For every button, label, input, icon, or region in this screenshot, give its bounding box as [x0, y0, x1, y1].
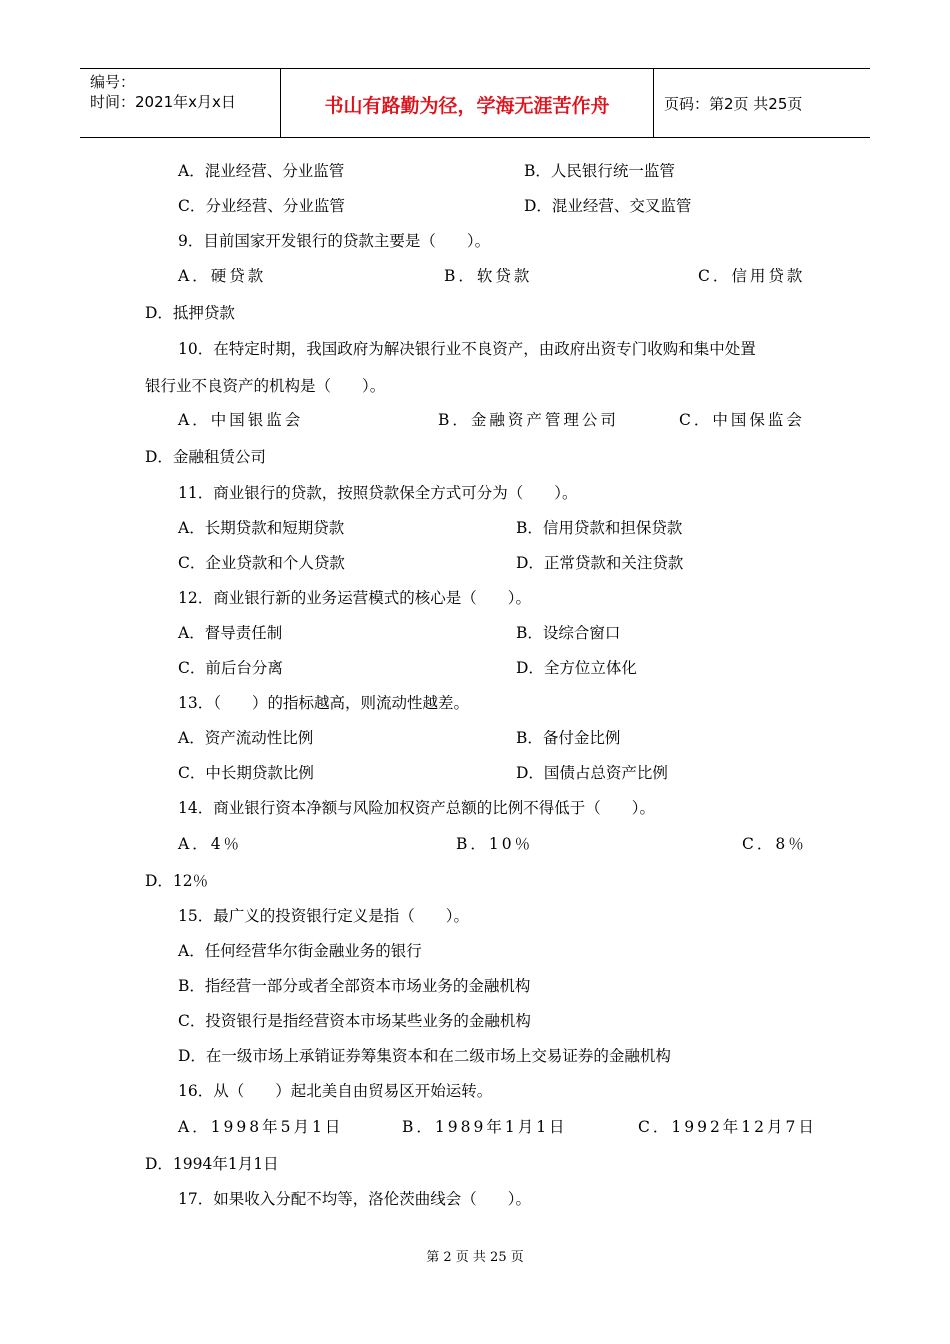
option-11b: B．信用贷款和担保贷款 [516, 519, 683, 537]
option-8a: A．混业经营、分业监管 [178, 162, 345, 180]
option-14a: A．4％ [178, 835, 243, 853]
option-10d: D．金融租赁公司 [145, 448, 266, 466]
option-14b: B．10％ [456, 835, 534, 853]
option-9b: B．软贷款 [444, 267, 533, 285]
question-11: 11．商业银行的贷款，按照贷款保全方式可分为（ ）。 [178, 484, 578, 502]
option-13b: B．备付金比例 [516, 729, 621, 747]
header-motto-cell [281, 69, 654, 137]
header-page-cell [654, 69, 870, 137]
option-15c: C．投资银行是指经营资本市场某些业务的金融机构 [178, 1012, 531, 1030]
option-14c: C．8％ [742, 835, 807, 853]
question-16: 16．从（ ）起北美自由贸易区开始运转。 [178, 1082, 493, 1100]
option-8b: B．人民银行统一监管 [524, 162, 675, 180]
option-9a: A．硬贷款 [178, 267, 267, 285]
question-15: 15．最广义的投资银行定义是指（ ）。 [178, 907, 469, 925]
page-info: 页码：第2页 共25页 [664, 95, 803, 113]
option-8c: C．分业经营、分业监管 [178, 197, 345, 215]
option-10a: A．中国银监会 [178, 411, 304, 429]
page-header [80, 68, 870, 138]
question-17: 17．如果收入分配不均等，洛伦茨曲线会（ ）。 [178, 1190, 531, 1208]
question-13: 13．（ ）的指标越高，则流动性越差。 [178, 694, 469, 712]
option-16d: D．1994年1月1日 [145, 1155, 279, 1173]
question-14: 14．商业银行资本净额与风险加权资产总额的比例不得低于（ ）。 [178, 799, 655, 817]
option-15b: B．指经营一部分或者全部资本市场业务的金融机构 [178, 977, 531, 995]
page-footer: 第 2 页 共 25 页 [426, 1250, 524, 1265]
option-13a: A．资产流动性比例 [178, 729, 314, 747]
question-9: 9．目前国家开发银行的贷款主要是（ ）。 [178, 232, 491, 250]
option-12a: A．督导责任制 [178, 624, 283, 642]
option-11a: A．长期贷款和短期贷款 [178, 519, 345, 537]
option-10c: C．中国保监会 [679, 411, 805, 429]
option-10b: B．金融资产管理公司 [438, 411, 619, 429]
code-label: 编号： [90, 73, 136, 91]
option-16a: A．1998年5月1日 [178, 1118, 344, 1136]
option-12b: B．设综合窗口 [516, 624, 621, 642]
question-10-line2: 银行业不良资产的机构是（ ）。 [145, 377, 386, 395]
question-10-line1: 10．在特定时期，我国政府为解决银行业不良资产，由政府出资专门收购和集中处置 [178, 340, 756, 358]
option-12c: C．前后台分离 [178, 659, 283, 677]
option-9c: C．信用贷款 [698, 267, 806, 285]
option-16b: B．1989年1月1日 [402, 1118, 568, 1136]
option-16c: C．1992年12月7日 [638, 1118, 817, 1136]
option-8d: D．混业经营、交叉监管 [524, 197, 692, 215]
option-15d: D．在一级市场上承销证券筹集资本和在二级市场上交易证券的金融机构 [178, 1047, 671, 1065]
option-13d: D．国债占总资产比例 [516, 764, 668, 782]
option-11d: D．正常贷款和关注贷款 [516, 554, 684, 572]
question-12: 12．商业银行新的业务运营模式的核心是（ ）。 [178, 589, 531, 607]
option-12d: D．全方位立体化 [516, 659, 637, 677]
option-13c: C．中长期贷款比例 [178, 764, 314, 782]
option-9d: D．抵押贷款 [145, 304, 235, 322]
option-15a: A．任何经营华尔街金融业务的银行 [178, 942, 422, 960]
motto: 书山有路勤为径，学海无涯苦作舟 [324, 95, 610, 117]
option-11c: C．企业贷款和个人贷款 [178, 554, 345, 572]
header-meta-cell [80, 69, 281, 137]
option-14d: D．12％ [145, 872, 209, 890]
time-label: 时间：2021年x月x日 [90, 93, 236, 111]
